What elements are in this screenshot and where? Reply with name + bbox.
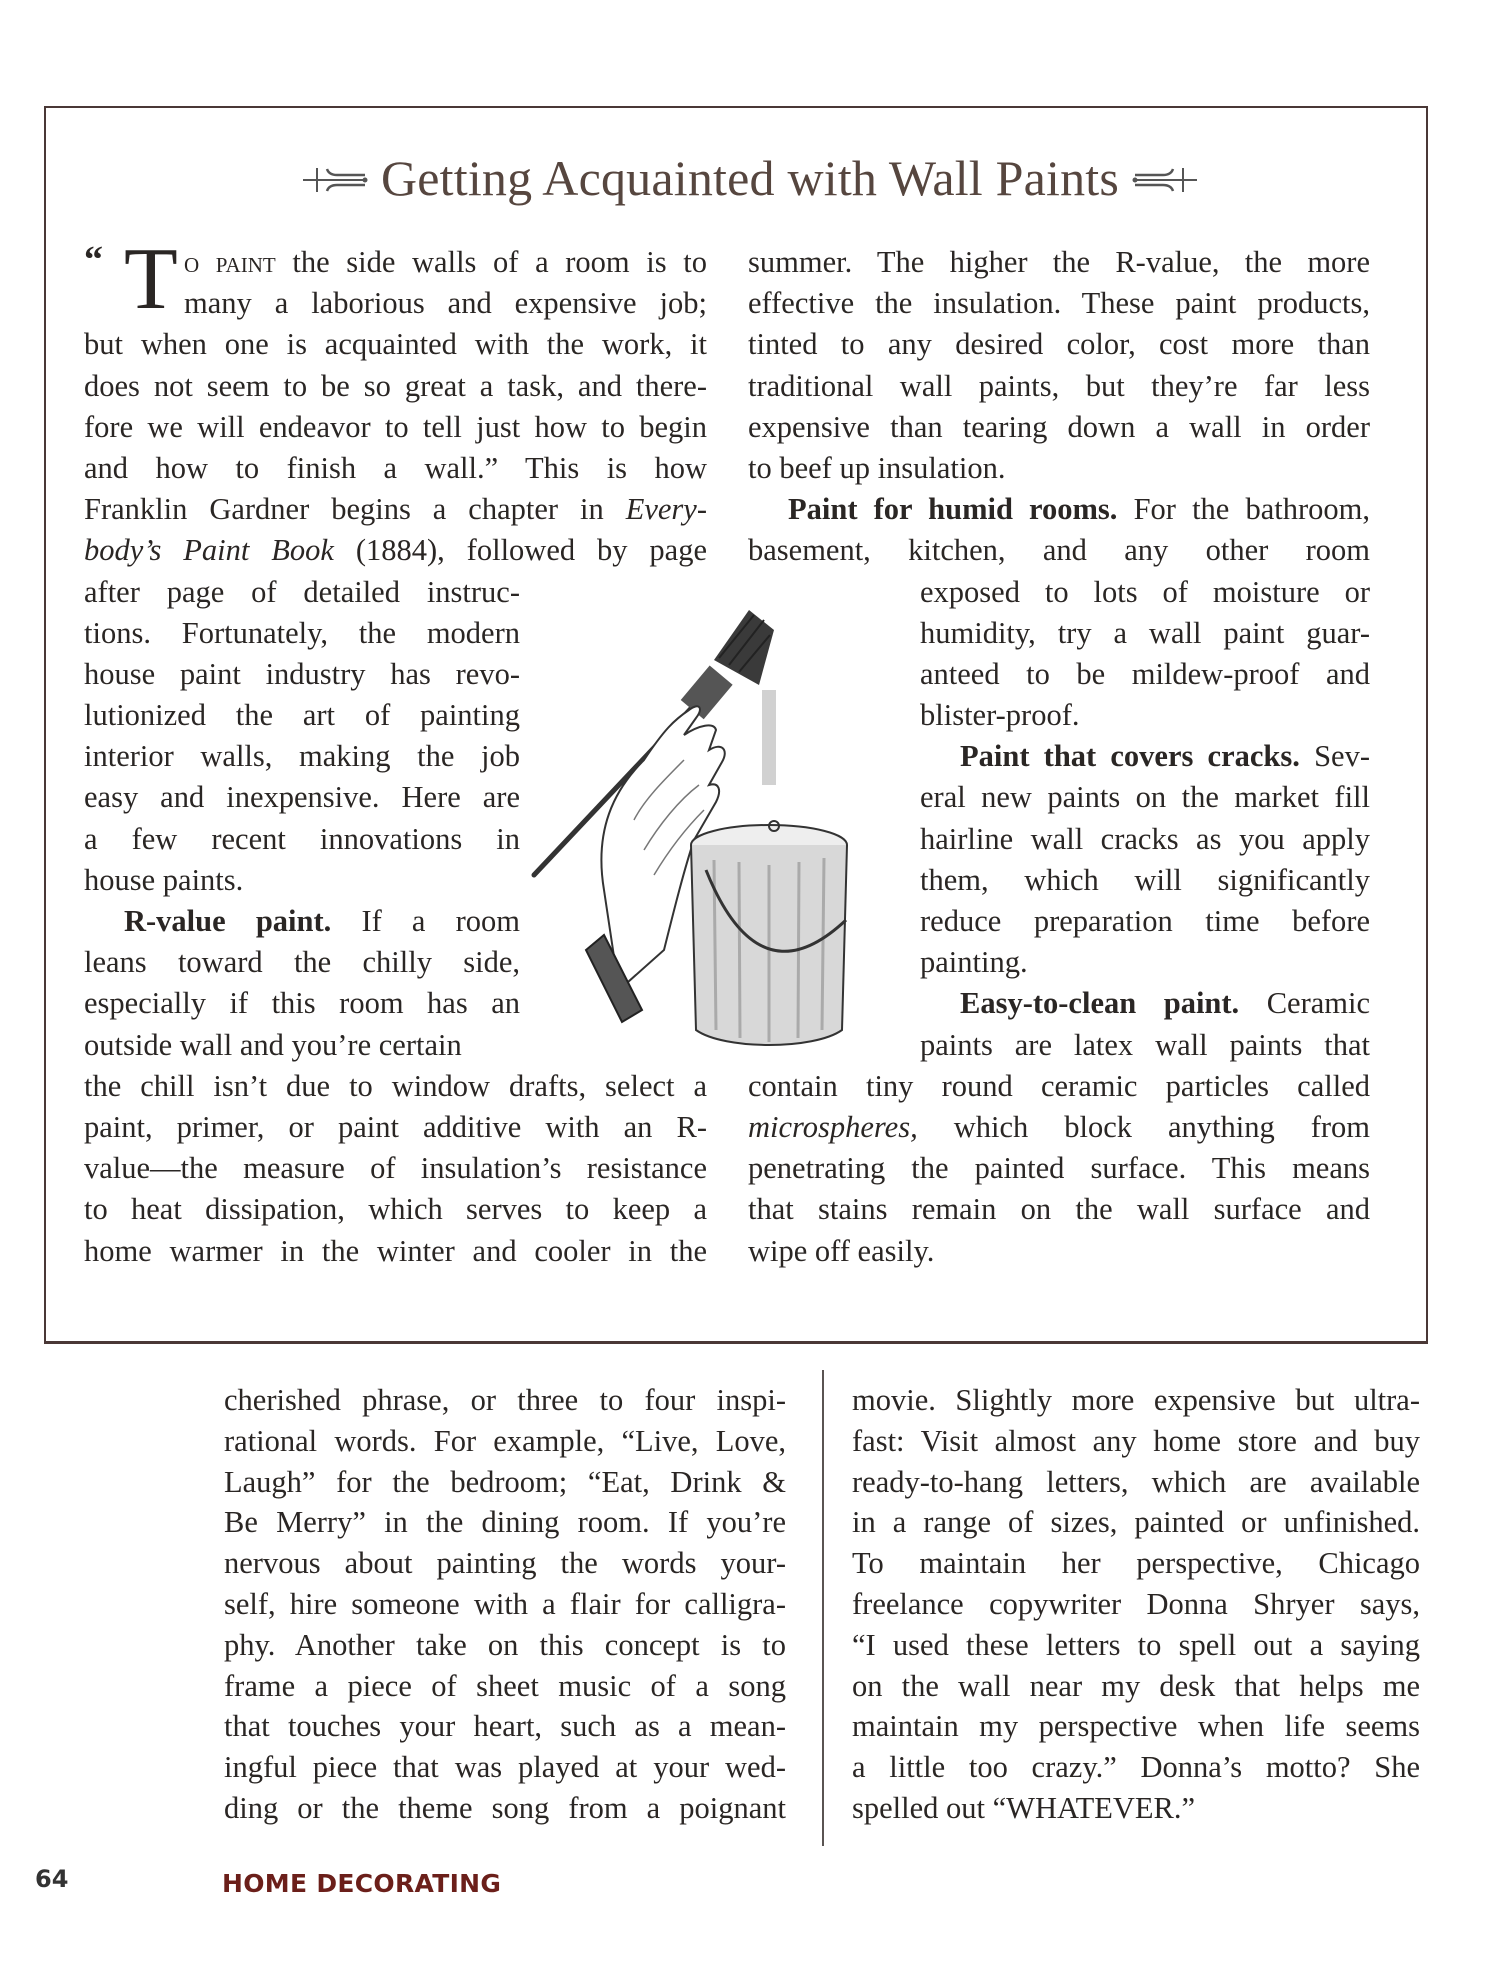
text-line: wipe off easily. (748, 1233, 935, 1268)
text-line: fast: Visit almost any home store and buy (852, 1423, 1420, 1458)
text-line: Laugh” for the bedroom; “Eat, Drink & (224, 1464, 786, 1499)
text-line: easy and inexpensive. Here are (84, 780, 520, 815)
text-line: reduce preparation time before (920, 904, 1370, 938)
text-line: penetrating the painted surface. This means (748, 1151, 1370, 1186)
drop-cap: T (124, 231, 178, 328)
text-line: frame a piece of sheet music of a song (224, 1668, 786, 1703)
body-left-column (224, 1380, 786, 1829)
text-line: on the wall near my desk that helps me (852, 1668, 1420, 1703)
text-line: after page of detailed instruc- (84, 574, 520, 609)
text-line: especially if this room has an (84, 986, 520, 1021)
text-line: rational words. For example, “Live, Love, (224, 1423, 786, 1458)
text-line: basement, kitchen, and any other room (748, 533, 1370, 568)
subhead-covers-cracks: Paint that covers cracks. Sev- (960, 739, 1370, 774)
text-line: microspheres, which block anything from (748, 1109, 1371, 1144)
text-line: o paint the side walls of a room is to (184, 245, 707, 279)
text-line: and how to finish a wall.” This is how (84, 450, 707, 485)
sidebar-title (0, 148, 1500, 208)
text-line: paints are latex wall paints that (920, 1027, 1370, 1062)
text-line: hairline wall cracks as you apply (920, 821, 1370, 856)
text-line: many a laborious and expensive job; (184, 286, 707, 321)
text-line: ready-to-hang letters, which are available (852, 1464, 1420, 1499)
text-line: in a range of sizes, painted or unfinished. (852, 1505, 1420, 1540)
text-line: interior walls, making the job (84, 739, 520, 774)
section-name: HOME DECORATING (222, 1869, 502, 1898)
text-line: a little too crazy.” Donna’s motto? She (852, 1750, 1420, 1785)
text-line: that touches your heart, such as a mean- (224, 1709, 786, 1744)
text-line: paint, primer, or paint additive with an R- (84, 1109, 707, 1144)
body-right-column (852, 1380, 1420, 1829)
ornament-left-icon (301, 163, 371, 197)
text-line: blister-proof. (920, 698, 1080, 733)
opening-quote: “ (84, 239, 100, 281)
text-line: ingful piece that was played at your wed- (224, 1750, 786, 1785)
text-line: summer. The higher the R-value, the more (748, 245, 1370, 279)
text-line: traditional wall paints, but they’re far less (748, 368, 1370, 403)
text-line: phy. Another take on this concept is to (224, 1627, 786, 1662)
sidebar-title-text: Getting Acquainted with Wall Paints (380, 150, 1120, 206)
page-number: 64 (35, 1865, 69, 1893)
text-line: value—the measure of insulation’s resistance (84, 1151, 707, 1186)
text-line: but when one is acquainted with the work, it (84, 327, 707, 362)
text-line: house paint industry has revo- (84, 656, 520, 691)
text-line: fore we will endeavor to tell just how to begin (84, 409, 707, 444)
text-line: maintain my perspective when life seems (852, 1709, 1420, 1744)
text-line: nervous about painting the words your- (224, 1546, 786, 1581)
text-line: house paints. (84, 862, 244, 897)
text-line: freelance copywriter Donna Shryer says, (852, 1586, 1420, 1621)
text-line: exposed to lots of moisture or (920, 574, 1370, 609)
ornament-right-icon (1129, 163, 1199, 197)
text-line: does not seem to be so great a task, and there- (84, 368, 707, 403)
text-line: expensive than tearing down a wall in order (748, 409, 1370, 444)
text-line: to heat dissipation, which serves to keep a (84, 1192, 707, 1227)
text-line: the chill isn’t due to window drafts, select a (84, 1068, 707, 1103)
text-line: painting. (920, 945, 1028, 980)
text-line: spelled out “WHATEVER.” (852, 1790, 1196, 1825)
text-line: them, which will significantly (920, 862, 1370, 897)
text-line: outside wall and you’re certain (84, 1027, 462, 1062)
text-line: “I used these letters to spell out a saying (852, 1627, 1420, 1662)
paint-bucket-brush-illustration (524, 590, 904, 1060)
subhead-easy-clean: Easy-to-clean paint. Ceramic (960, 986, 1370, 1021)
text-line: ding or the theme song from a poignant (224, 1790, 786, 1825)
text-line: cherished phrase, or three to four inspi- (224, 1383, 786, 1417)
text-line: To maintain her perspective, Chicago (852, 1546, 1420, 1581)
subhead-humid-rooms: Paint for humid rooms. For the bathroom, (788, 492, 1370, 527)
text-line: self, hire someone with a flair for calligra- (224, 1586, 786, 1621)
text-line: a few recent innovations in (84, 821, 520, 856)
text-line: to beef up insulation. (748, 450, 1006, 485)
text-line: tinted to any desired color, cost more than (748, 327, 1370, 362)
subhead-r-value: R-value paint. If a room (124, 904, 521, 938)
text-line: body’s Paint Book (1884), followed by page (84, 533, 707, 568)
text-line: humidity, try a wall paint guar- (920, 615, 1370, 650)
text-line: tions. Fortunately, the modern (84, 615, 520, 650)
column-divider (822, 1370, 824, 1846)
text-line: leans toward the chilly side, (84, 945, 520, 980)
text-line: anteed to be mildew-proof and (920, 656, 1370, 691)
text-line: movie. Slightly more expensive but ultra- (852, 1383, 1420, 1417)
text-line: lutionized the art of painting (84, 698, 520, 733)
text-line: home warmer in the winter and cooler in the (84, 1233, 707, 1268)
text-line: that stains remain on the wall surface and (748, 1192, 1370, 1227)
text-line: eral new paints on the market fill (920, 780, 1370, 815)
text-line: Franklin Gardner begins a chapter in Every- (84, 492, 707, 527)
text-line: Be Merry” in the dining room. If you’re (224, 1505, 786, 1540)
text-line: effective the insulation. These paint products, (748, 286, 1370, 321)
text-line: contain tiny round ceramic particles called (748, 1068, 1370, 1103)
